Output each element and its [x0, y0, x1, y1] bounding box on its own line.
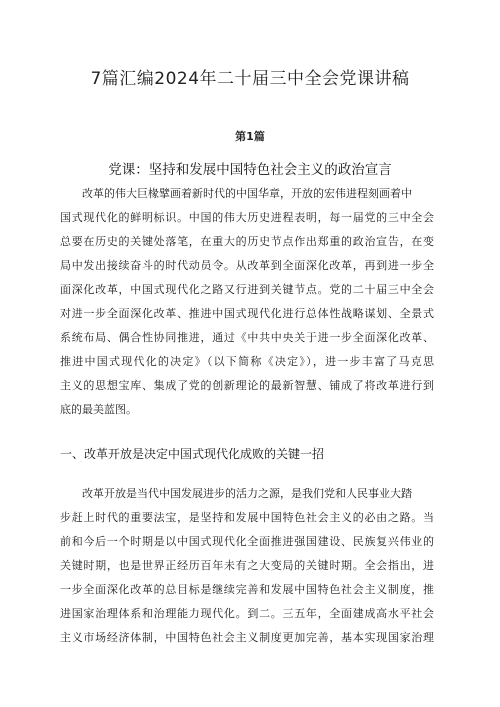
paragraph-line: 底的最美蓝图。	[60, 403, 137, 416]
paragraph-line: 前和今后一个时期是以中国式现代化全面推进强国建设、民族复兴伟业的	[60, 535, 434, 548]
paragraph-line: 关键时期，也是世界正经历百年未有之大变局的关键时期。全会指出，进	[60, 559, 434, 572]
paragraph-line: 改革的伟大巨椽擘画着新时代的中国华章，开放的宏伟进程刻画着中	[82, 187, 412, 200]
paragraph-line: 主义市场经济体制，中国特色社会主义制度更加完善，基本实现国家治理	[60, 631, 434, 644]
lesson-title: 党课：坚持和发展中国特色社会主义的政治宣言	[108, 162, 392, 178]
document-title: 7篇汇编2024年二十届三中全会党课讲稿	[90, 69, 410, 89]
paragraph-line: 总要在历史的关键处落笔，在重大的历史节点作出郑重的政治宣告，在变	[60, 235, 434, 248]
paragraph-line: 面深化改革，中国式现代化之路又行进到关键节点。党的二十届三中全会	[60, 283, 434, 296]
paragraph-line: 系统布局、偶合性协同推进，通过《中共中央关于进一步全面深化改革、	[60, 331, 434, 344]
paragraph-line: 主义的思想宝库、集成了党的创新理论的最新智慧、铺成了将改革进行到	[60, 379, 434, 392]
paragraph-line: 推进中国式现代化的决定》（以下简称《决定》），进一步丰富了马克思	[60, 355, 434, 368]
paragraph-line: 国式现代化的鲜明标识。中国的伟大历史进程表明，每一届党的三中全会	[60, 211, 434, 224]
paragraph-line: 局中发出接续奋斗的时代动员令。从改革到全面深化改革，再到进一步全	[60, 259, 434, 272]
section-number: 第1篇	[235, 130, 265, 143]
paragraph-line: 进国家治理体系和治理能力现代化。到二。三五年，全面建成高水平社会	[60, 607, 434, 620]
paragraph-line: 一步全面深化改革的总目标是继续完善和发展中国特色社会主义制度，推	[60, 583, 434, 596]
paragraph-line: 步赶上时代的重要法宝，是坚持和发展中国特色社会主义的必由之路。当	[60, 511, 434, 524]
paragraph-line: 对进一步全面深化改革、推进中国式现代化进行总体性战略谋划、全景式	[60, 307, 434, 320]
paragraph-line: 改革开放是当代中国发展进步的活力之源，是我们党和人民事业大踏	[82, 487, 412, 500]
section-heading: 一、改革开放是决定中国式现代化成败的关键一招	[60, 447, 325, 461]
